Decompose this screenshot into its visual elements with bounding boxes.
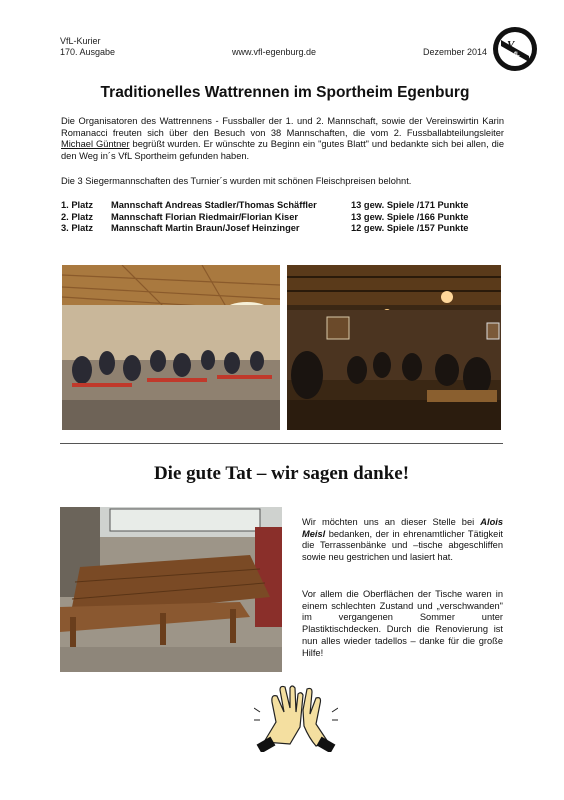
photo-tournament-hall bbox=[62, 265, 280, 430]
issue-date: Dezember 2014 bbox=[423, 47, 488, 57]
section-title: Die gute Tat – wir sagen danke! bbox=[153, 463, 410, 484]
header-left bbox=[60, 36, 115, 58]
photo-tavern-interior bbox=[287, 265, 501, 430]
svg-text:V: V bbox=[507, 39, 515, 51]
person-name: Alois Meisl bbox=[302, 517, 503, 539]
clapping-hands-icon bbox=[254, 682, 338, 752]
result-row: 3. Platz Mannschaft Martin Braun/Josef Heinzinger 12 gew. Spiele /157 Punkte bbox=[61, 223, 469, 233]
svg-text:fL: fL bbox=[514, 52, 520, 58]
thanks-paragraph: Wir möchten uns an dieser Stelle bei Alois Meisl bedanken, der in ehrenamtlicher Tätigkeit die Terrassenbänke und –tische abgeschliffen sowie neu gestrichen und lasiert hat. bbox=[302, 517, 503, 563]
renovation-paragraph: Vor allem die Oberflächen der Tische waren in einem schlechten Zustand und „verschwanden" im vergangenen Sommer unter Plastiktischdecken. Durch die Renovierung ist nun alles wieder tadellos – danke für die große Hilfe! bbox=[302, 589, 503, 658]
article-paragraph: Die Organisatoren des Wattrennens - Fussballer der 1. und 2. Mannschaft, sowie der Vereinswirtin Karin Romanacci freuten sich über den Besuch von 38 Mannschaften, die vom 2. Fussballabteilungsleiter Michael Güntner begrüßt wurden. Er wünschte zu Beginn ein "gutes Blatt" und bedankte sich bei allen, die den Weg in´s VfL Sportheim gefunden haben. bbox=[61, 116, 505, 161]
results-list bbox=[61, 200, 468, 235]
section-divider bbox=[60, 443, 503, 444]
publication-name: VfL-Kurier bbox=[60, 36, 101, 46]
result-row: 1. Platz Mannschaft Andreas Stadler/Thomas Schäffler 13 gew. Spiele /171 Punkte bbox=[61, 200, 469, 210]
website-link[interactable]: www.vfl-egenburg.de bbox=[232, 47, 317, 57]
club-logo bbox=[492, 26, 538, 72]
person-name: Michael Güntner bbox=[61, 139, 130, 150]
article-paragraph-prizes: Die 3 Siegermannschaften des Turnier´s wurden mit schönen Fleischpreisen belohnt. bbox=[61, 176, 412, 186]
result-row: 2. Platz Mannschaft Florian Riedmair/Florian Kiser 13 gew. Spiele /166 Punkte bbox=[61, 211, 469, 222]
photo-terrace-furniture bbox=[60, 507, 282, 672]
article-title: Traditionelles Wattrennen im Sportheim Egenburg bbox=[100, 84, 470, 101]
issue-number: 170. Ausgabe bbox=[60, 47, 116, 57]
